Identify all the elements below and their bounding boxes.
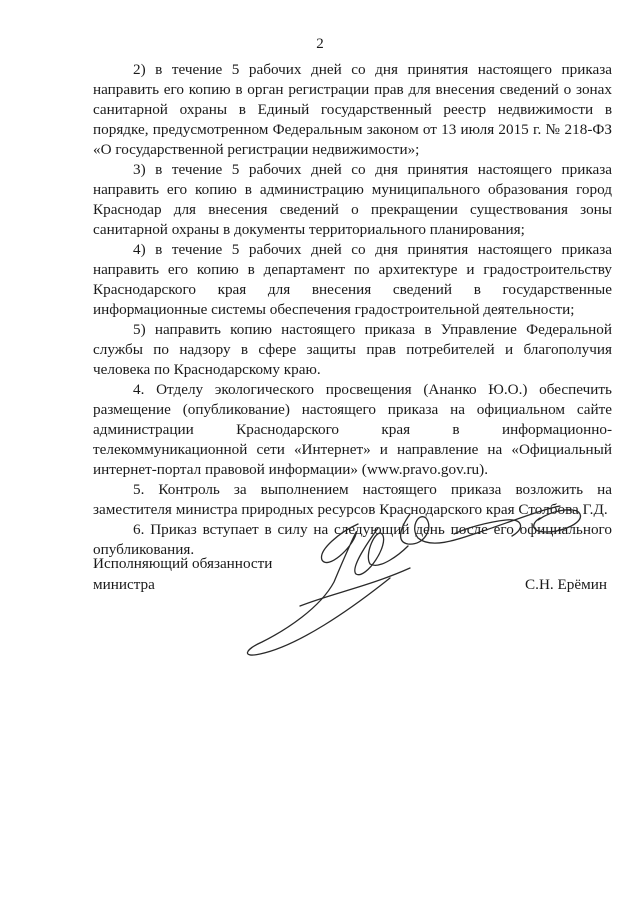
paragraph-item-5: 5) направить копию настоящего приказа в Управление Федеральной службы по надзору в сфере защиты прав потребителей и благополучия человека по Краснодарскому краю. xyxy=(93,321,612,378)
paragraph-item-3: 3) в течение 5 рабочих дней со дня принятия настоящего приказа направить его копию в администрацию муниципального образования город Краснодар для внесения сведений о прекращении существования зоны санитарной охраны в документы территориального планирования; xyxy=(93,161,612,238)
signatory-name: С.Н. Ерёмин xyxy=(525,576,607,593)
page-number: 2 xyxy=(316,36,324,52)
paragraph-item-2: 2) в течение 5 рабочих дней со дня принятия настоящего приказа направить его копию в орган регистрации прав для внесения сведений о зонах санитарной охраны в Единый государственный реестр недвижимости в порядке, предусмотренном Федеральным законом от 13 июля 2015 г. № 218-ФЗ «О государственной регистрации недвижимости»; xyxy=(93,61,612,158)
paragraph-section-5: 5. Контроль за выполнением настоящего приказа возложить на заместителя министра природных ресурсов Краснодарского края Столбова Г.Д. xyxy=(93,481,612,518)
handwritten-signature xyxy=(240,498,600,660)
paragraph-section-6: 6. Приказ вступает в силу на следующий день после его официального опубликования. xyxy=(93,521,612,558)
paragraph-item-4: 4) в течение 5 рабочих дней со дня принятия настоящего приказа направить его копию в департамент по архитектуре и градостроительству Краснодарского края для внесения сведений в государственные информационные системы обеспечения градостроительной деятельности; xyxy=(93,241,612,318)
signatory-position-line2: министра xyxy=(93,576,155,593)
signatory-position-line1: Исполняющий обязанности xyxy=(93,555,273,572)
paragraph-section-4: 4. Отделу экологического просвещения (Ананко Ю.О.) обеспечить размещение (опубликование) настоящего приказа на официальном сайте администрации Краснодарского края в информационно-телекоммуникационной сети «Интернет» и направление на «Официальный интернет-портал правовой информации» (www.pravo.gov.ru). xyxy=(93,381,612,478)
document-body xyxy=(93,60,612,560)
